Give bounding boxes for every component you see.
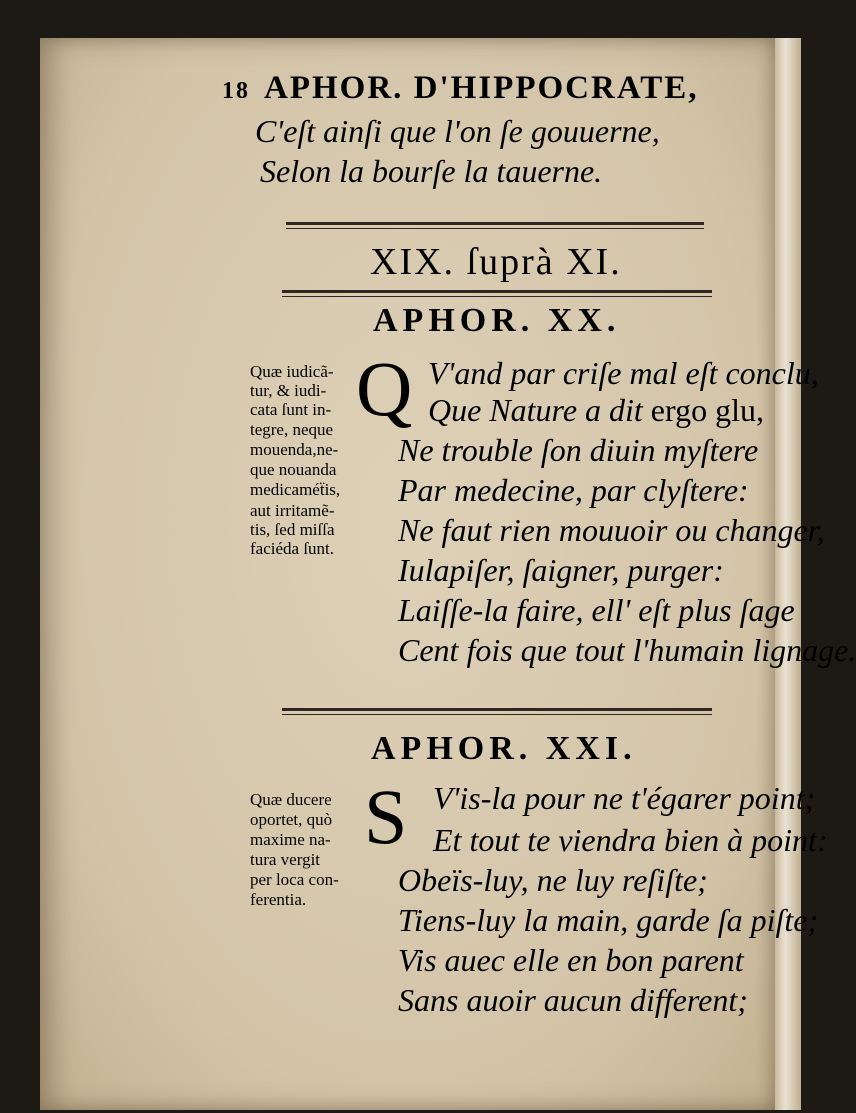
margin-line: per loca con-	[250, 870, 339, 889]
divider-rule	[282, 708, 712, 711]
margin-line: Quæ iudicã-	[250, 362, 334, 381]
margin-line: aut irritamẽ-	[250, 501, 335, 520]
verse-line: Obeïs-luy, ne luy reſiſte;	[398, 862, 708, 898]
verse-line: Que Nature a dit ergo glu,	[428, 392, 764, 428]
verse-line: Par medecine, par clyſtere:	[398, 472, 749, 508]
verse-line: Tiens-luy la main, garde ſa piſte;	[398, 902, 819, 938]
margin-line: tis, ſed miſſa	[250, 520, 335, 539]
drop-cap: Q	[356, 345, 413, 432]
divider-rule	[282, 290, 712, 293]
preceding-verse-line-2: Selon la bourſe la tauerne.	[260, 153, 603, 189]
drop-cap: S	[364, 773, 408, 860]
margin-line: oportet, quò	[250, 810, 333, 829]
verse-line: Sans auoir aucun different;	[398, 982, 748, 1018]
margin-line: maxime na-	[250, 830, 331, 849]
margin-line: tura vergit	[250, 850, 321, 869]
divider-rule-thin	[282, 714, 712, 715]
verse-line: Ne trouble ſon diuin myſtere	[398, 432, 759, 468]
margin-line: tegre, neque	[250, 420, 334, 439]
divider-rule-thin	[282, 296, 712, 297]
margin-line: ferentia.	[250, 890, 307, 909]
preceding-verse-line-1: C'eſt ainſi que l'on ſe gouuerne,	[255, 113, 660, 149]
divider-rule-thin	[286, 228, 704, 229]
section-reference: XIX. ſuprà XI.	[370, 241, 622, 283]
page-number: 18	[222, 78, 250, 104]
running-header	[222, 70, 698, 107]
verse-line: Vis auec elle en bon parent	[398, 942, 744, 978]
verse-line: V'and par criſe mal eſt conclu,	[428, 355, 819, 391]
running-title: APHOR. D'HIPPOCRATE,	[264, 70, 699, 106]
verse-line: V'is-la pour ne t'égarer point;	[433, 780, 816, 816]
margin-line: cata ſunt in-	[250, 400, 332, 419]
verse-line: Cent fois que tout l'humain lignage.	[398, 632, 856, 668]
aphorism-title: APHOR. XX.	[373, 302, 621, 339]
divider-rule	[286, 222, 704, 225]
verse-line: Laiſſe-la faire, ell' eſt plus ſage	[398, 592, 795, 628]
verse-line: Ne faut rien mouuoir ou changer,	[398, 512, 825, 548]
margin-line: que nouanda	[250, 460, 337, 479]
adjacent-page-edge	[775, 38, 801, 1110]
margin-line: faciéda ſunt.	[250, 539, 335, 558]
margin-line: Quæ ducere	[250, 790, 332, 809]
verse-line: Iulapiſer, ſaigner, purger:	[398, 552, 724, 588]
margin-line: mouenda,ne-	[250, 440, 339, 459]
margin-line: medicaméẗis,	[250, 480, 341, 499]
margin-line: tur, & iudi-	[250, 381, 327, 400]
verse-line: Et tout te viendra bien à point:	[433, 822, 828, 858]
aphorism-title: APHOR. XXI.	[371, 730, 637, 767]
